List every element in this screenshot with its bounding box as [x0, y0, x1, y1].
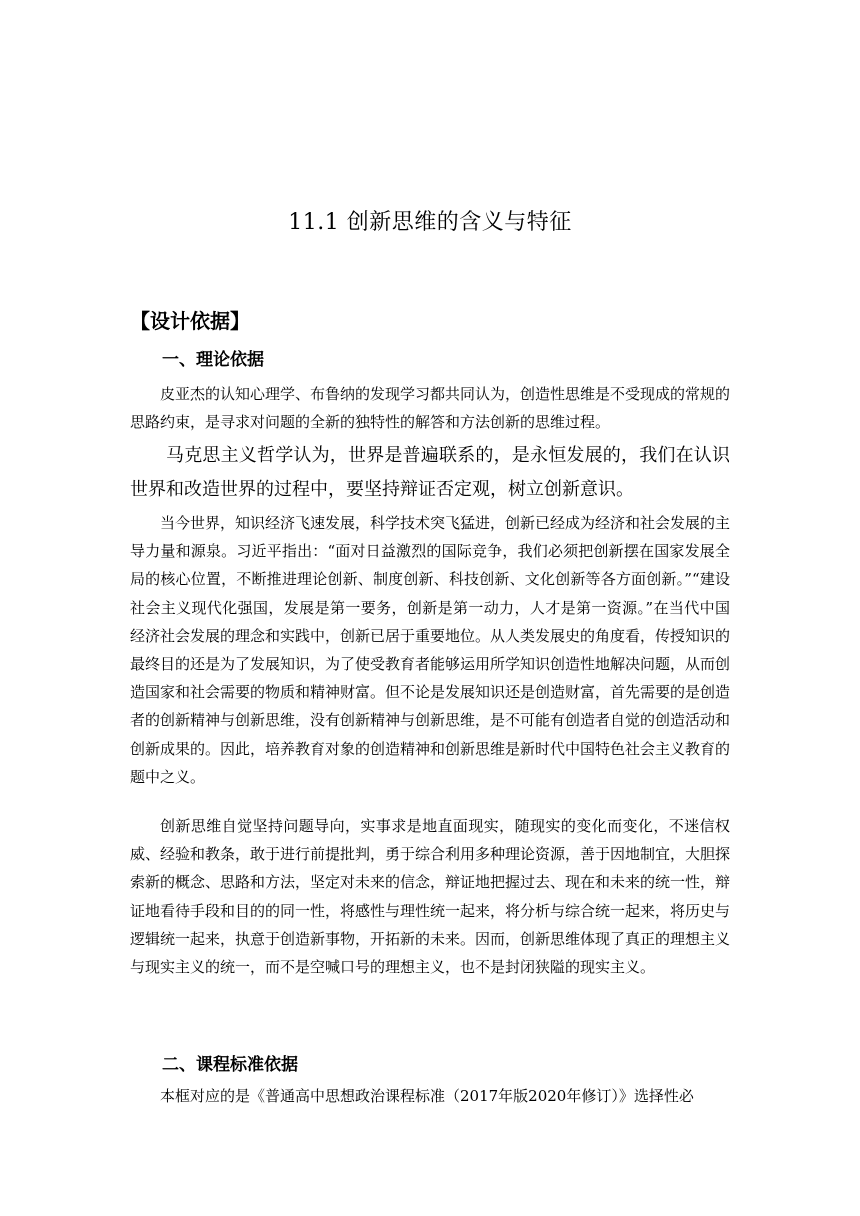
subsection-heading-theory: 一、理论依据	[162, 350, 264, 370]
paragraph-knowledge-economy: 当今世界，知识经济飞速发展，科学技术突飞猛进，创新已经成为经济和社会发展的主导力量和源泉。习近平指出：“面对日益激烈的国际竞争，我们必须把创新摆在国家发展全局的核心位置，不断推进理论创新、制度创新、科技创新、文化创新等各方面创新。”“建设社会主义现代化强国，发展是第一要务，创新是第一动力，人才是第一资源。”在当代中国经济社会发展的理念和实践中，创新已居于重要地位。从人类发展史的角度看，传授知识的最终目的还是为了发展知识，为了使受教育者能够运用所学知识创造性地解决问题，从而创造国家和社会需要的物质和精神财富。但不论是发展知识还是创造财富，首先需要的是创造者的创新精神与创新思维，没有创新精神与创新思维，是不可能有创造者自觉的创造活动和创新成果的。因此，培养教育对象的创造精神和创新思维是新时代中国特色社会主义教育的题中之义。	[130, 514, 731, 786]
section-heading-design-basis: 【设计依据】	[130, 309, 250, 333]
paragraph-piaget: 皮亚杰的认知心理学、布鲁纳的发现学习都共同认为，创造性思维是不受现成的常规的思路约束，是寻求对问题的全新的独特性的解答和方法创新的思维过程。	[130, 385, 731, 432]
paragraph-curriculum-standard: 本框对应的是《普通高中思想政治课程标准（2017年版2020年修订）》选择性必	[160, 1087, 694, 1105]
subsection-heading-curriculum: 二、课程标准依据	[162, 1055, 298, 1075]
paragraph-marxism: 马克思主义哲学认为，世界是普遍联系的，是永恒发展的，我们在认识世界和改造世界的过程中，要坚持辩证否定观，树立创新意识。	[130, 445, 730, 500]
document-title: 11.1 创新思维的含义与特征	[288, 210, 572, 235]
paragraph-innovative-thinking: 创新思维自觉坚持问题导向，实事求是地直面现实，随现实的变化而变化，不迷信权威、经验和教条，敢于进行前提批判，勇于综合利用多种理论资源，善于因地制宜，大胆探索新的概念、思路和方法，坚定对未来的信念，辩证地把握过去、现在和未来的统一性，辩证地看待手段和目的的同一性，将感性与理性统一起来，将分析与综合统一起来，将历史与逻辑统一起来，执意于创造新事物，开拓新的未来。因而，创新思维体现了真正的理想主义与现实主义的统一，而不是空喊口号的理想主义，也不是封闭狭隘的现实主义。	[130, 817, 731, 977]
